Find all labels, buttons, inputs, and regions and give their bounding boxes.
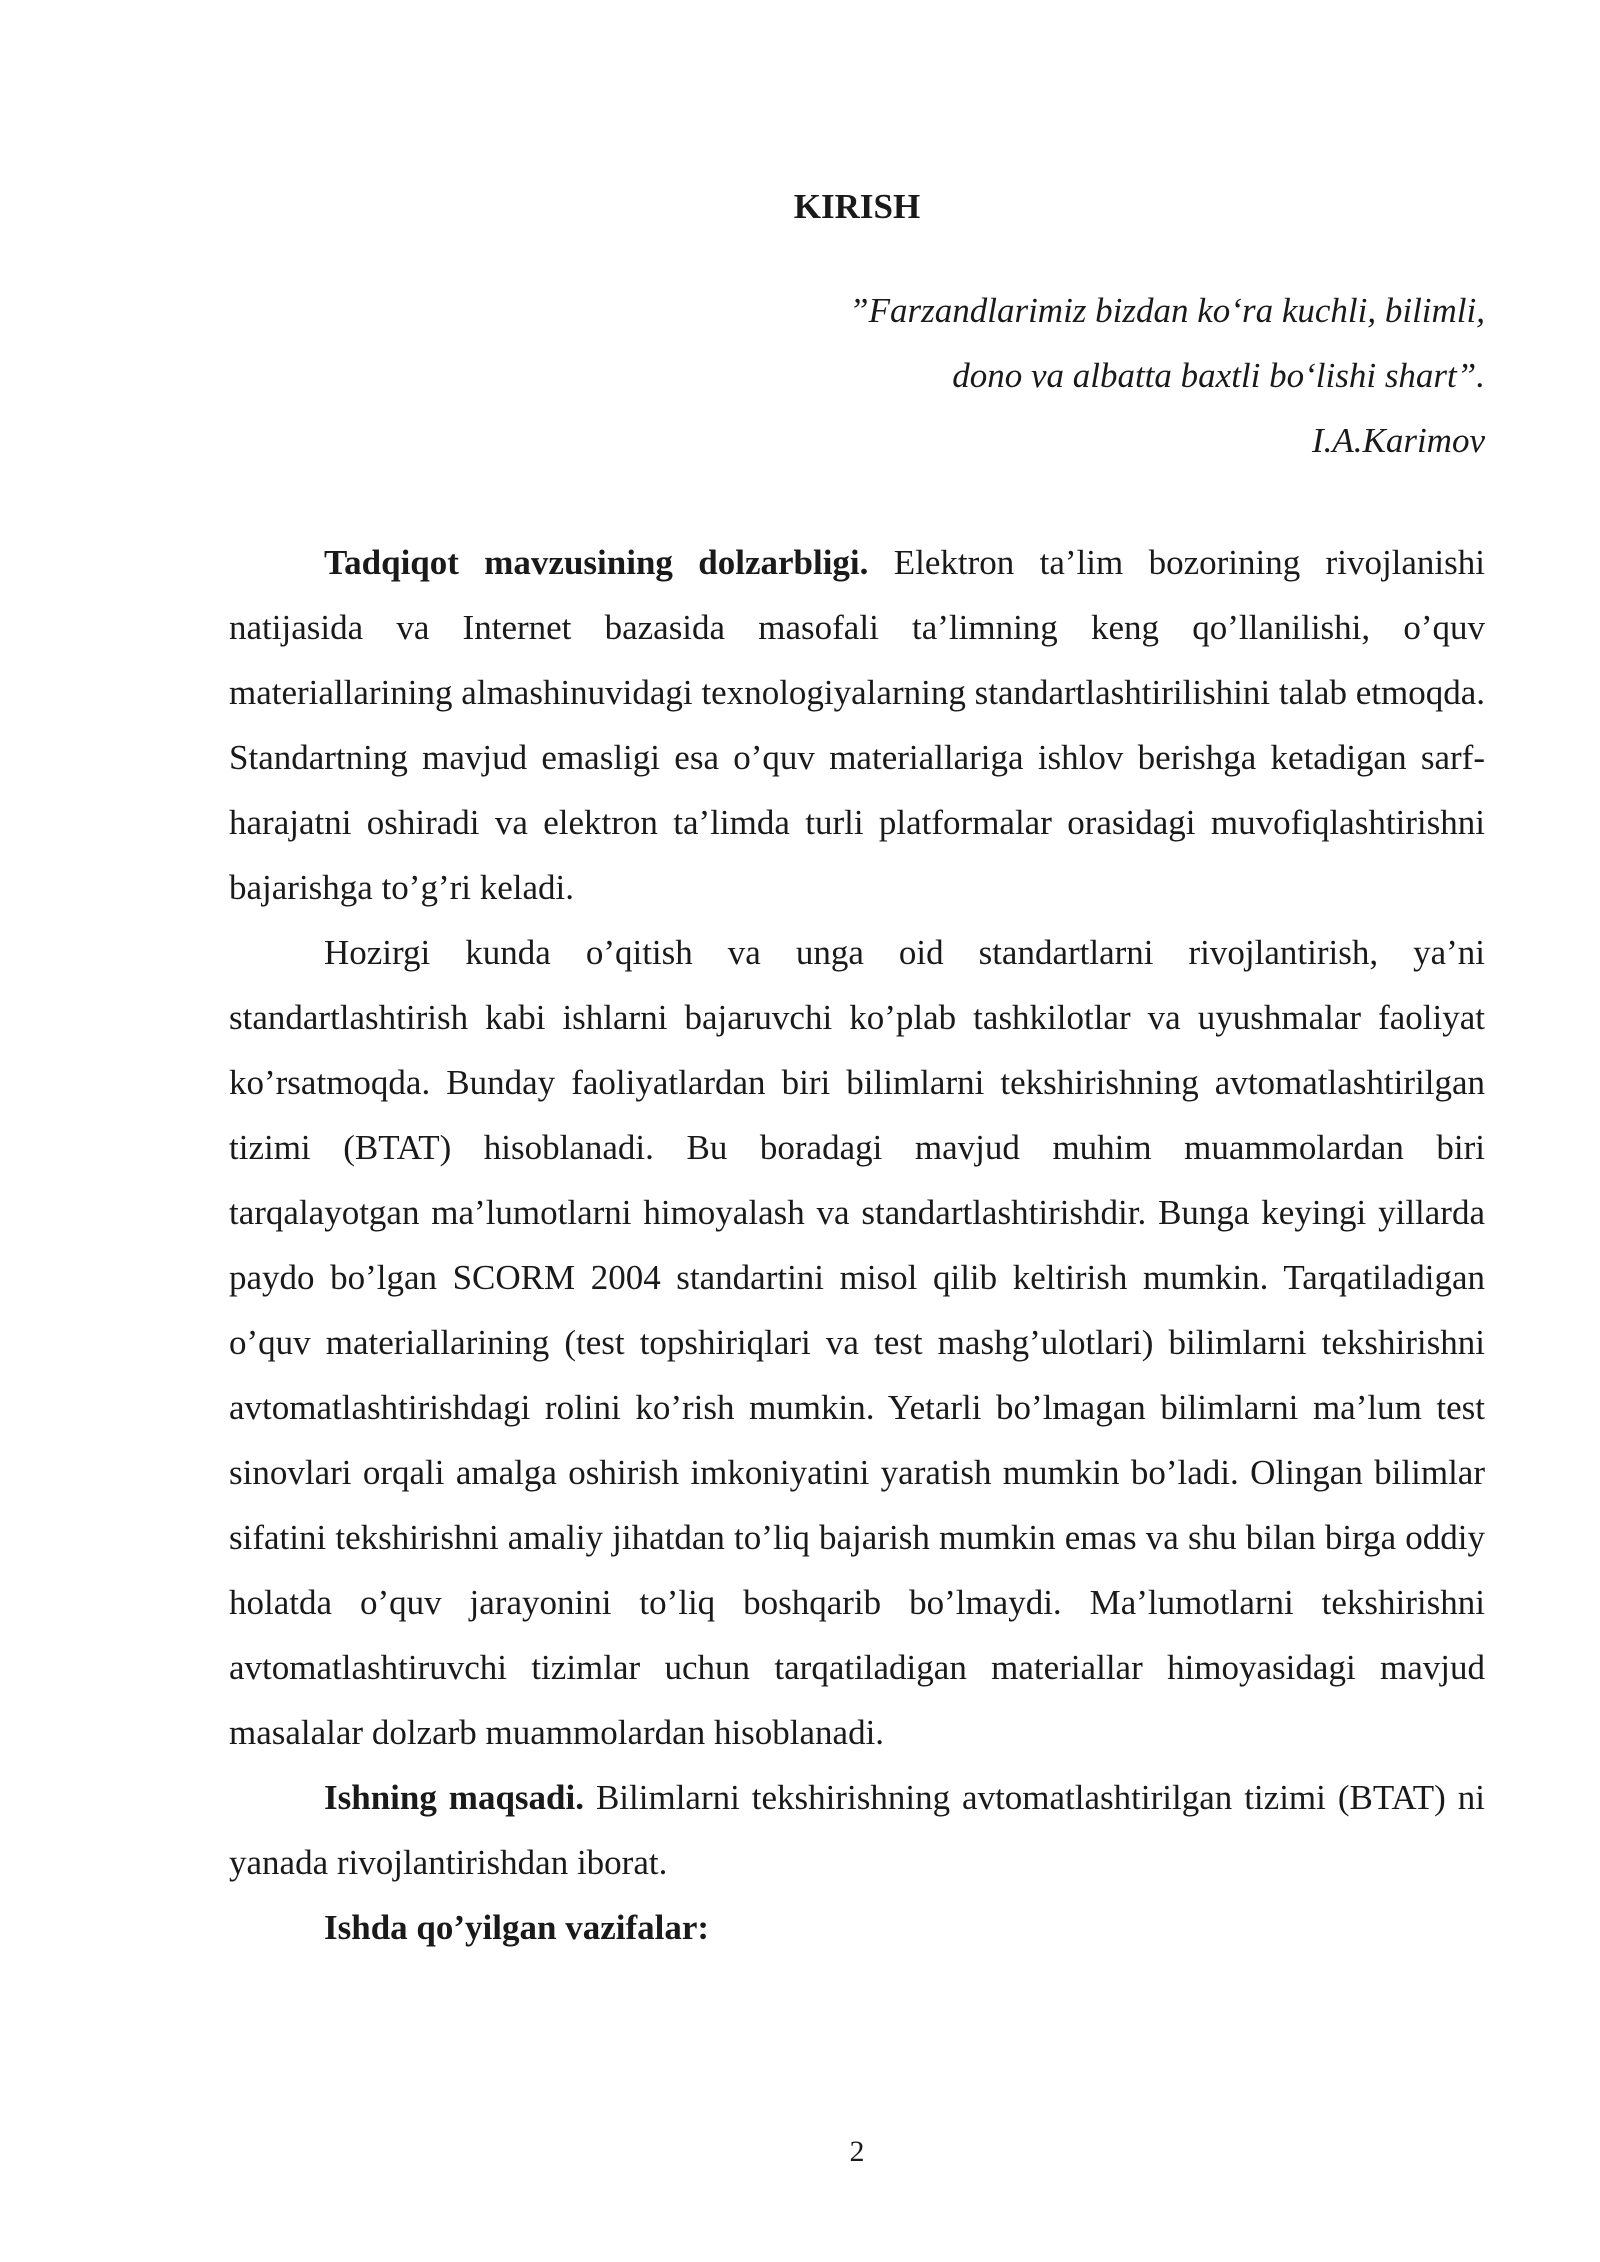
epigraph bbox=[485, 278, 1485, 473]
paragraph-goal bbox=[229, 1765, 1485, 1895]
paragraph-current-state bbox=[229, 920, 1485, 1765]
paragraph-text: Bilimlarni tekshirishning avtomatlashtirilgan tizimi (BTAT) ni yanada rivojlantirishdan iborat. bbox=[229, 1778, 1485, 1882]
epigraph-author: I.A.Karimov bbox=[1311, 421, 1485, 460]
paragraph-relevance bbox=[229, 530, 1485, 920]
page-number: 2 bbox=[849, 2135, 865, 2168]
paragraph-lead: Ishning maqsadi. bbox=[324, 1778, 584, 1817]
paragraph-lead: Ishda qo’yilgan vazifalar: bbox=[324, 1908, 710, 1947]
paragraph-text: Hozirgi kunda o’qitish va unga oid standartlarni rivojlantirish, ya’ni standartlashtirish kabi ishlarni bajaruvchi ko’plab tashkilotlar va uyushmalar faoliyat ko’rsatmoqda. Bunday faoliyatlardan biri bilimlarni tekshirishning avtomatlashtirilgan tizimi (BTAT) hisoblanadi. Bu boradagi mavjud muhim muammolardan biri tarqalayotgan ma’lumotlarni himoyalash va standartlashtirishdir. Bunga keyingi yillarda paydo bo’lgan SCORM 2004 standartini misol qilib keltirish mumkin. Tarqatiladigan o’quv materiallarining (test topshiriqlari va test mashg’ulotlari) bilimlarni tekshirishni avtomatlashtirishdagi rolini ko’rish mumkin. Yetarli bo’lmagan bilimlarni ma’lum test sinovlari orqali amalga oshirish imkoniyatini yaratish mumkin bo’ladi. Olingan bilimlar sifatini tekshirishni amaliy jihatdan to’liq bajarish mumkin emas va shu bilan birga oddiy holatda o’quv jarayonini to’liq boshqarib bo’lmaydi. Ma’lumotlarni tekshirishni avtomatlashtiruvchi tizimlar uchun tarqatiladigan materiallar himoyasidagi mavjud masalalar dolzarb muammolardan hisoblanadi. bbox=[229, 933, 1485, 1752]
section-heading: KIRISH bbox=[793, 187, 921, 226]
paragraph-text: Elektron ta’lim bozorining rivojlanishi natijasida va Internet bazasida masofali ta’limning keng qo’llanilishi, o’quv materiallarining almashinuvidagi texnologiyalarning standartlashtirilishini talab etmoqda. Standartning mavjud emasligi esa o’quv materiallariga ishlov berishga ketadigan sarf-harajatni oshiradi va elektron ta’limda turli platformalar orasidagi muvofiqlashtirishni bajarishga to’g’ri keladi. bbox=[229, 543, 1485, 907]
epigraph-quote-line-1: ”Farzandlarimiz bizdan koʻra kuchli, bilimli, bbox=[849, 291, 1485, 330]
body-text bbox=[229, 530, 1485, 1960]
epigraph-quote-line-2: dono va albatta baxtli boʻlishi shart”. bbox=[952, 356, 1485, 395]
paragraph-lead: Tadqiqot mavzusining dolzarbligi. bbox=[324, 543, 869, 582]
paragraph-tasks bbox=[229, 1895, 1485, 1960]
document-page bbox=[229, 0, 1485, 2262]
